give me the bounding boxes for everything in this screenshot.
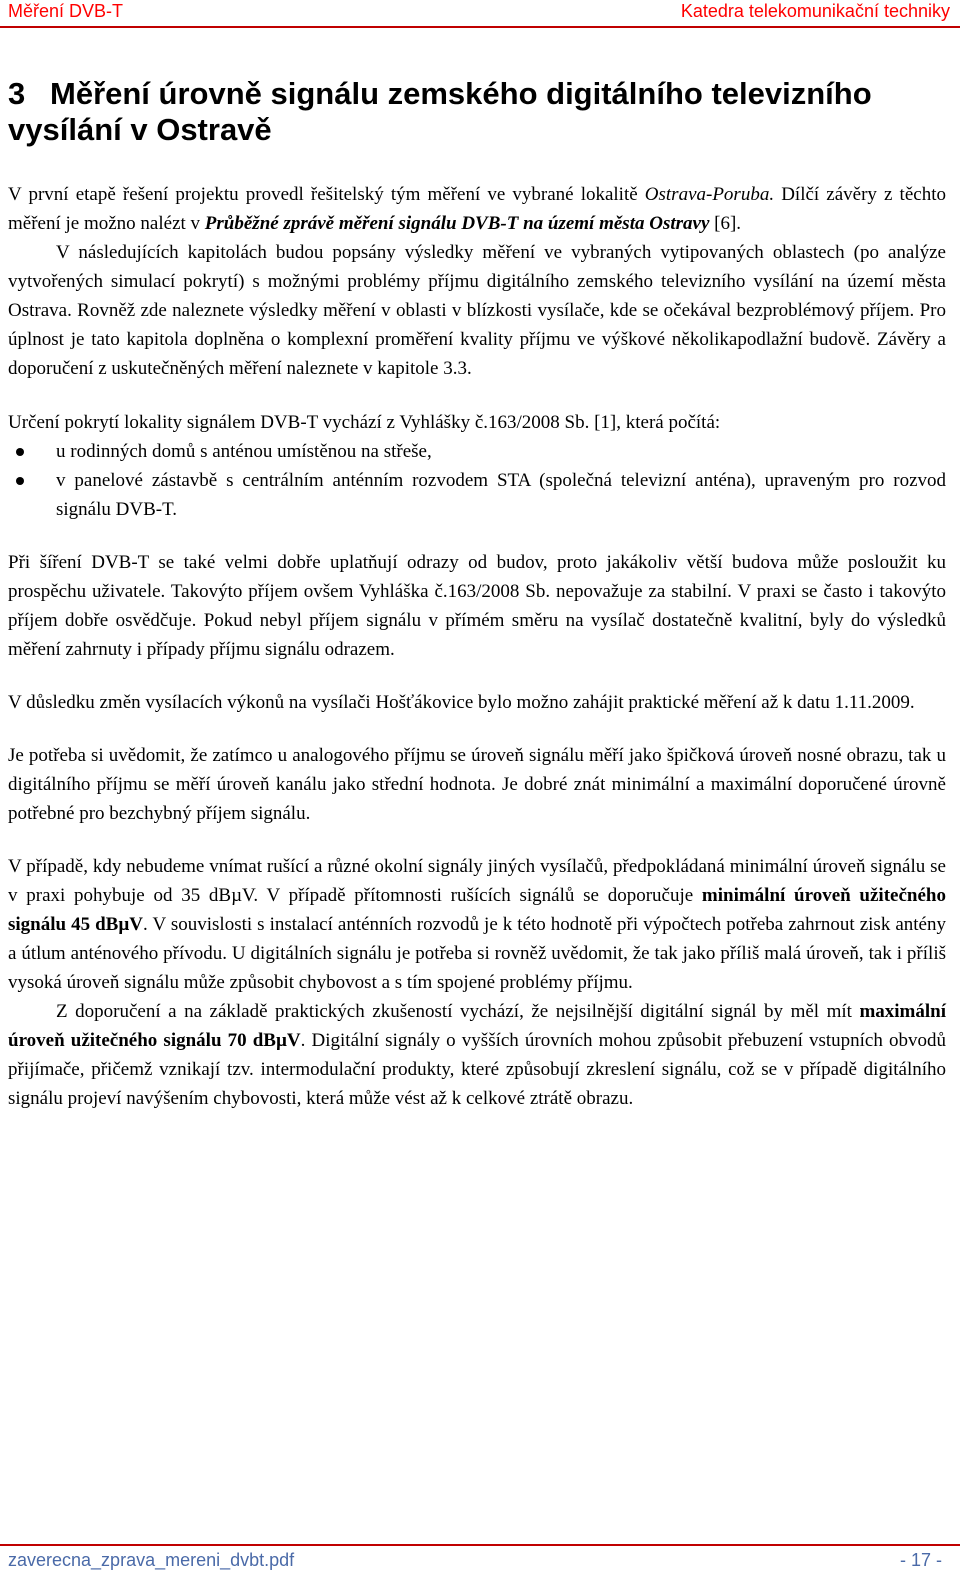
paragraph-reflections: Při šíření DVB-T se také velmi dobře uplatňují odrazy od budov, proto jakákoliv větší budova může posloužit ku prospěchu uživatele. Takovýto příjem ovšem Vyhláška č.163/2008 Sb. nepovažuje za stabilní. V praxi se často i takovýto příjem dobře osvědčuje. Pokud nebyl příjem signálu v přímém směru na vysílač dostatečně kvalitní, byly do výsledků měření zahrnuty i případy příjmu signálu odrazem. [8, 552, 946, 660]
list-item: v panelové zástavbě s centrálním anténním rozvodem STA (společná televizní anténa), upraveným pro rozvod signálu DVB-T. [8, 466, 946, 524]
paragraph-coverage: Určení pokrytí lokality signálem DVB-T vychází z Vyhlášky č.163/2008 Sb. [1], která počítá: [8, 412, 721, 433]
paragraph-power-change: V důsledku změn vysílacích výkonů na vysílači Hošťákovice bylo možno zahájit praktické měření až k datu 1.11.2009. [8, 692, 915, 713]
document-body [8, 180, 946, 1113]
min-level-value: minimální úroveň užitečného signálu 45 dBµV [8, 885, 946, 935]
header-department: Katedra telekomunikační techniky [680, 1, 950, 21]
intro-place: Ostrava-Poruba. [644, 184, 775, 205]
header-doc-title: Měření DVB-T [8, 1, 124, 21]
coverage-list [8, 437, 946, 524]
page-number: - 17 - [899, 1550, 942, 1570]
paragraph-chapters: V následujících kapitolách budou popsány výsledky měření ve vybraných vytipovaných oblastech (po analýze vytvořených simulací pokrytí) s možnými problémy příjmu digitálního zemského televizního vysílání na území města Ostrava. Rovněž zde naleznete výsledky měření v oblasti v blízkosti vysílače, kde se očekával bezproblémový příjem. Pro úplnost je tato kapitola doplněna o komplexní proměření kvality příjmu ve výškové několikapodlažní budově. Závěry a doporučení z uskutečněných měření naleznete v kapitole 3.3. [8, 242, 946, 379]
chapter-title-text: Měření úrovně signálu zemského digitálního televizního vysílání v Ostravě [8, 76, 872, 147]
min-level-text-b: . V souvislosti s instalací anténních rozvodů je k této hodnotě při výpočtech potřeba zahrnout zisk antény a útlum anténového přívodu. U digitálních signálu je potřeba si rovněž uvědomit, že tak jako příliš malá úroveň, tak i příliš vysoká úroveň signálu může způsobit chybovost a s tím spojené problémy příjmu. [8, 914, 946, 993]
intro-text-b: Dílčí závěry z těchto měření je možno nalézt v [8, 184, 946, 234]
paragraph-intro [8, 180, 946, 238]
max-level-text-b: . Digitální signály o vyšších úrovních mohou způsobit přebuzení vstupních obvodů přijímače, přičemž vznikají tzv. intermodulační produkty, které způsobují zkreslení signálu, což se v případě digitálního signálu projeví navýšením chybovosti, která může vést až k celkové ztrátě obrazu. [8, 1030, 946, 1109]
page-header [0, 0, 960, 28]
intro-citation: [6]. [709, 213, 742, 234]
max-level-text-a: Z doporučení a na základě praktických zkušeností vychází, že nejsilnější digitální signál by měl mít [56, 1001, 860, 1022]
page-footer [0, 1544, 960, 1585]
chapter-title [8, 76, 938, 148]
paragraph-minimum-level [8, 852, 946, 997]
paragraph-level-measurement: Je potřeba si uvědomit, že zatímco u analogového příjmu se úroveň signálu měří jako špičková úroveň nosné obrazu, tak u digitálního příjmu se měří úroveň kanálu jako střední hodnota. Je dobré znát minimální a maximální doporučené úrovně potřebné pro bezchybný příjem signálu. [8, 745, 946, 824]
min-level-text-a: V případě, kdy nebudeme vnímat rušící a různé okolní signály jiných vysílačů, předpokládaná minimální úroveň signálu se v praxi pohybuje od 35 dBµV. V případě přítomnosti rušících signálů se doporučuje [8, 856, 946, 906]
chapter-number: 3 [8, 76, 26, 111]
intro-text-a: V první etapě řešení projektu provedl řešitelský tým měření ve vybrané lokalitě [8, 184, 645, 205]
list-item: u rodinných domů s anténou umístěnou na střeše, [8, 437, 946, 466]
max-level-value: maximální úroveň užitečného signálu 70 dBµV [8, 1001, 946, 1051]
footer-filename: zaverecna_zprava_mereni_dvbt.pdf [8, 1550, 295, 1570]
intro-report-title: Průběžné zprávě měření signálu DVB-T na území města Ostravy [204, 213, 710, 234]
paragraph-maximum-level [8, 997, 946, 1113]
